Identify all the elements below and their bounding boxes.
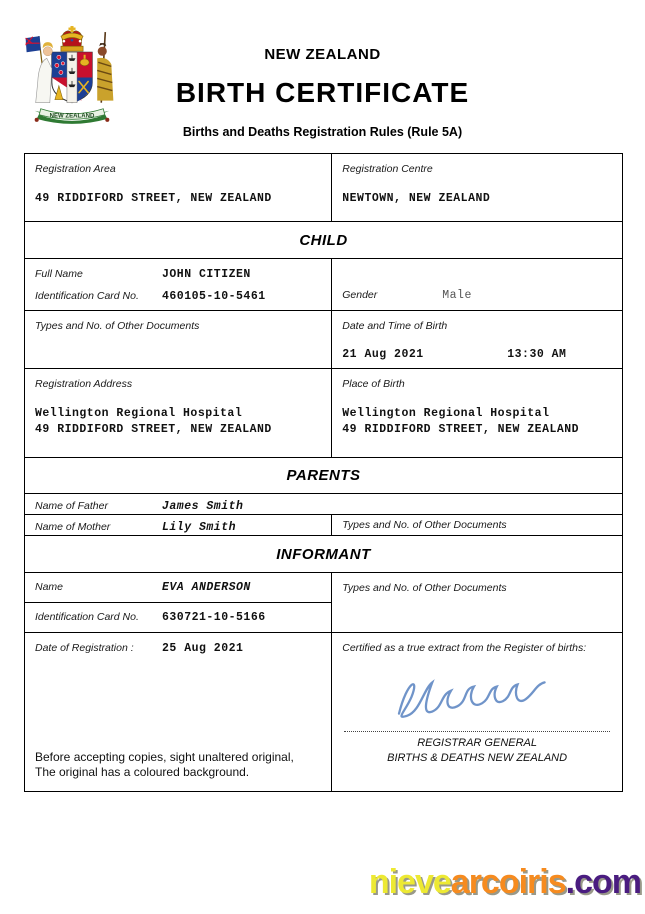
informant-row [25,573,622,633]
parents-other-docs-label: Types and No. of Other Documents [342,519,507,531]
place-of-birth-line1: Wellington Regional Hospital [342,407,550,420]
registrar-title-line1: REGISTRAR GENERAL [417,737,538,749]
full-name-label: Full Name [35,268,83,280]
registration-row [25,154,622,222]
registrar-title-line2: BIRTHS & DEATHS NEW ZEALAND [387,751,568,764]
nz-coat-of-arms-icon [16,24,128,140]
date-of-birth-label: Date and Time of Birth [342,320,448,332]
place-of-birth-cell [331,369,622,457]
child-id-card-value: 460105-10-5461 [162,290,266,303]
mother-value: Lily Smith [162,521,237,534]
address-row [25,369,622,458]
gender-value: Male [442,289,472,302]
informant-name-cell [25,573,331,603]
date-of-registration-value: 25 Aug 2021 [162,642,244,655]
certification-row [25,633,622,791]
place-of-birth-line2: 49 RIDDIFORD STREET, NEW ZEALAND [342,422,580,436]
place-of-birth-label: Place of Birth [342,378,405,390]
child-name-cell [25,259,331,310]
page-title: BIRTH CERTIFICATE [175,77,470,108]
coat-of-arms-banner-text: NEW ZEALAND [49,113,95,120]
date-of-registration-label: Date of Registration : [35,642,134,654]
child-identity-row [25,259,622,311]
informant-left-cells [25,573,331,632]
registration-area-label: Registration Area [35,163,116,175]
date-of-birth-value: 21 Aug 2021 [342,348,424,361]
father-label: Name of Father [35,500,108,512]
father-cell [25,494,622,514]
registration-centre-value: NEWTOWN, NEW ZEALAND [342,192,491,205]
registration-centre-label: Registration Centre [342,163,433,175]
child-other-docs-cell [25,311,331,368]
watermark-link[interactable] [369,863,641,902]
child-section-header: CHILD [25,222,622,259]
informant-id-label: Identification Card No. [35,610,139,623]
time-of-birth-value: 13:30 AM [507,348,567,361]
gender-cell [331,259,622,310]
father-value: James Smith [162,500,244,513]
signature-line [344,731,610,732]
father-row [25,494,622,515]
parents-section-header: PARENTS [25,458,622,494]
registration-address-line1: Wellington Regional Hospital [35,407,243,420]
registration-address-label: Registration Address [35,378,133,390]
rules-subtitle: Births and Deaths Registration Rules (Rule 5A) [182,125,463,139]
informant-other-docs-label: Types and No. of Other Documents [342,582,507,594]
certified-cell [331,633,622,791]
informant-other-docs-cell [331,573,622,632]
registration-area-cell [25,154,331,221]
mother-row [25,515,622,536]
country-heading: NEW ZEALAND [264,46,381,63]
mother-label: Name of Mother [35,521,111,533]
informant-section-header: INFORMANT [25,536,622,573]
child-other-docs-label: Types and No. of Other Documents [35,320,200,332]
watermark-part2: arcoiris [450,863,566,901]
registration-address-line2: 49 RIDDIFORD STREET, NEW ZEALAND [35,422,272,436]
watermark-part3: .com [565,863,641,901]
mother-cell [25,515,331,535]
notice-line2: The original has a coloured background. [35,765,250,780]
birth-datetime-row [25,311,622,369]
gender-label: Gender [342,289,378,301]
certified-label: Certified as a true extract from the Register of births: [342,642,587,654]
parents-other-docs-cell [331,515,622,535]
informant-name-value: EVA ANDERSON [162,581,251,594]
notice-line1: Before accepting copies, sight unaltered original, [35,749,294,764]
informant-name-label: Name [35,581,64,593]
child-id-card-label: Identification Card No. [35,290,139,302]
full-name-value: JOHN CITIZEN [162,268,251,281]
date-of-registration-cell [25,633,331,791]
registration-centre-cell [331,154,622,221]
informant-id-value: 630721-10-5166 [162,610,266,624]
registration-address-cell [25,369,331,457]
informant-id-cell [25,603,331,632]
watermark-part1: nieve [368,863,451,901]
registration-area-value: 49 RIDDIFORD STREET, NEW ZEALAND [35,192,272,205]
date-of-birth-cell [331,311,622,368]
certificate-table [24,153,623,792]
registrar-signature [387,672,567,724]
